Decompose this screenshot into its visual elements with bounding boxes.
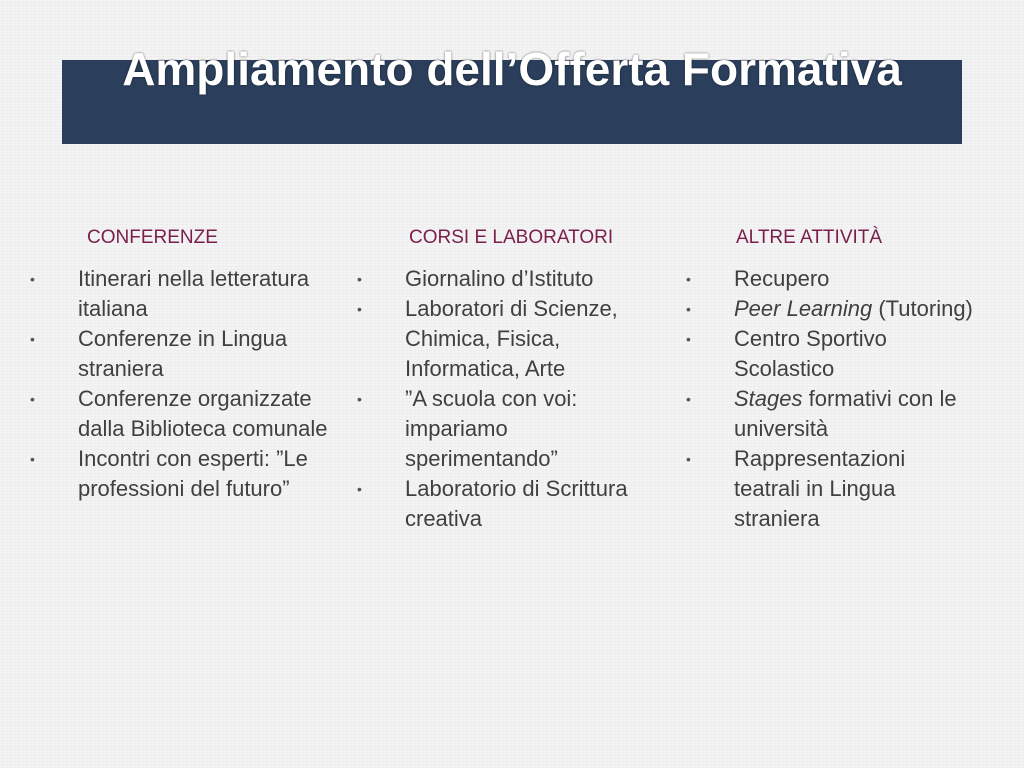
column-heading: ALTRE ATTIVITÀ bbox=[736, 227, 883, 248]
bullet-icon: • bbox=[357, 481, 362, 497]
bullet-list bbox=[686, 264, 976, 534]
list-item bbox=[357, 384, 657, 474]
list-item bbox=[30, 444, 330, 504]
bullet-icon: • bbox=[686, 331, 691, 347]
bullet-icon: • bbox=[357, 301, 362, 317]
bullet-icon: • bbox=[686, 391, 691, 407]
list-item bbox=[357, 474, 657, 534]
list-item-text: Conferenze organizzate dalla Biblioteca comunale bbox=[78, 386, 328, 441]
list-item-text: (Tutoring) bbox=[878, 296, 973, 321]
column-heading: CONFERENZE bbox=[87, 227, 218, 248]
list-item-text: Giornalino d’Istituto bbox=[405, 266, 594, 291]
list-item bbox=[686, 294, 976, 324]
list-item bbox=[686, 444, 976, 534]
list-item-text: formativi con le università bbox=[734, 386, 957, 441]
bullet-icon: • bbox=[30, 391, 35, 407]
list-item-text: Conferenze in Lingua straniera bbox=[78, 326, 288, 381]
list-item bbox=[30, 324, 330, 384]
list-item-text: ”A scuola con voi: impariamo sperimentando” bbox=[405, 386, 578, 471]
list-item bbox=[686, 324, 976, 384]
bullet-icon: • bbox=[686, 271, 691, 287]
list-item bbox=[686, 384, 976, 444]
list-item-italic-text: Peer Learning bbox=[734, 296, 873, 321]
list-item-text: Itinerari nella letteratura italiana bbox=[78, 266, 310, 321]
bullet-icon: • bbox=[686, 301, 691, 317]
bullet-icon: • bbox=[686, 451, 691, 467]
bullet-icon: • bbox=[30, 271, 35, 287]
list-item-text: Laboratori di Scienze, Chimica, Fisica, Informatica, Arte bbox=[405, 296, 618, 381]
bullet-icon: • bbox=[30, 451, 35, 467]
bullet-icon: • bbox=[357, 391, 362, 407]
bullet-list bbox=[30, 264, 330, 504]
list-item bbox=[686, 264, 976, 294]
list-item bbox=[357, 294, 657, 384]
list-item bbox=[30, 384, 330, 444]
list-item-text: Recupero bbox=[734, 266, 830, 291]
list-item bbox=[30, 264, 330, 324]
list-item-text: Laboratorio di Scrittura creativa bbox=[405, 476, 628, 531]
column-altre-attivita bbox=[686, 222, 976, 534]
column-corsi-e-laboratori bbox=[357, 222, 657, 534]
bullet-list bbox=[357, 264, 657, 534]
list-item-text: Incontri con esperti: ”Le professioni del futuro” bbox=[78, 446, 308, 501]
slide-title: Ampliamento dell’Offerta Formativa bbox=[122, 43, 902, 95]
list-item bbox=[357, 264, 657, 294]
bullet-icon: • bbox=[30, 331, 35, 347]
column-conferenze bbox=[30, 222, 330, 504]
list-item-text: Rappresentazioni teatrali in Lingua straniera bbox=[734, 446, 906, 531]
list-item-text: Centro Sportivo Scolastico bbox=[734, 326, 887, 381]
column-heading: CORSI E LABORATORI bbox=[409, 227, 614, 248]
list-item-italic-text: Stages bbox=[734, 386, 803, 411]
bullet-icon: • bbox=[357, 271, 362, 287]
